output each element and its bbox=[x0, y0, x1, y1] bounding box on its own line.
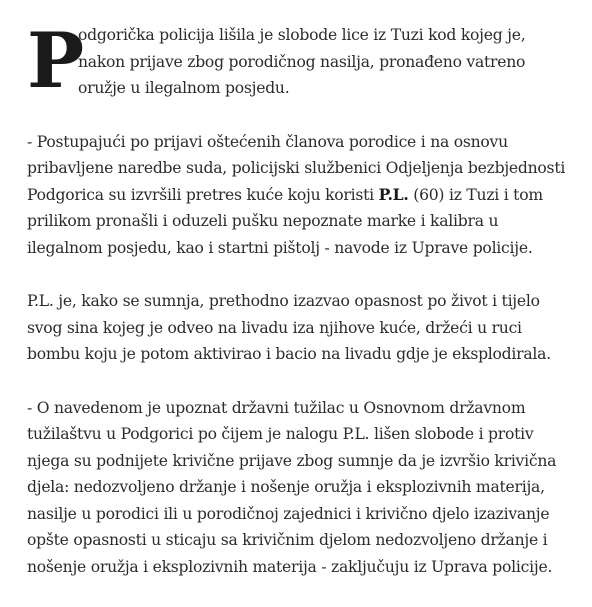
body-paragraph-incident: P.L. je, kako se sumnja, prethodno izazvao opasnost po život i tijelo svog sina kojeg je odveo na livadu iza njihove kuće, držeći u ruci bombu koju je potom aktivirao i bacio na livadu gdje je eksplodirala. bbox=[27, 292, 551, 363]
suspect-initials: P.L. bbox=[378, 184, 409, 204]
lead-paragraph bbox=[27, 16, 567, 105]
quote-paragraph-text-before: - Postupajući po prijavi oštećenih članova porodice i na osnovu pribavljene naredbe suda, policijski službenici Odjeljenja bezbjednosti Podgorica su izvršili pretres kuće koju koristi bbox=[27, 132, 566, 204]
drop-cap: P bbox=[27, 16, 85, 105]
article-body bbox=[27, 16, 567, 607]
quote-paragraph-prosecution: - O navedenom je upoznat državni tužilac u Osnovnom državnom tužilaštvu u Podgorici po čijem je nalogu P.L. lišen slobode i protiv njega su podnijete krivične prijave zbog sumnje da je izvršio krivična djela: nedozvoljeno držanje i nošenje oružja i eksplozivnih materija, nasilje u porodici ili u porodičnoj zajednici i krivično djelo izazivanje opšte opasnosti u sticaju sa krivičnim djelom nedozvoljeno držanje i nošenje oružja i eksplozivnih materija - zaključuju iz Uprava policije. bbox=[27, 398, 557, 576]
lead-paragraph-text: odgorička policija lišila je slobode lice iz Tuzi kod kojeg je, nakon prijave zbog porodičnog nasilja, pronađeno vatreno oružje u ilegalnom posjedu. bbox=[78, 26, 526, 97]
quote-paragraph-search bbox=[27, 129, 567, 262]
quote-paragraph-text-after: (60) iz Tuzi i tom prilikom pronašli i oduzeli pušku nepoznate marke i kalibra u ilegalnom posjedu, kao i startni pištolj - navode iz Uprave policije. bbox=[27, 185, 543, 257]
